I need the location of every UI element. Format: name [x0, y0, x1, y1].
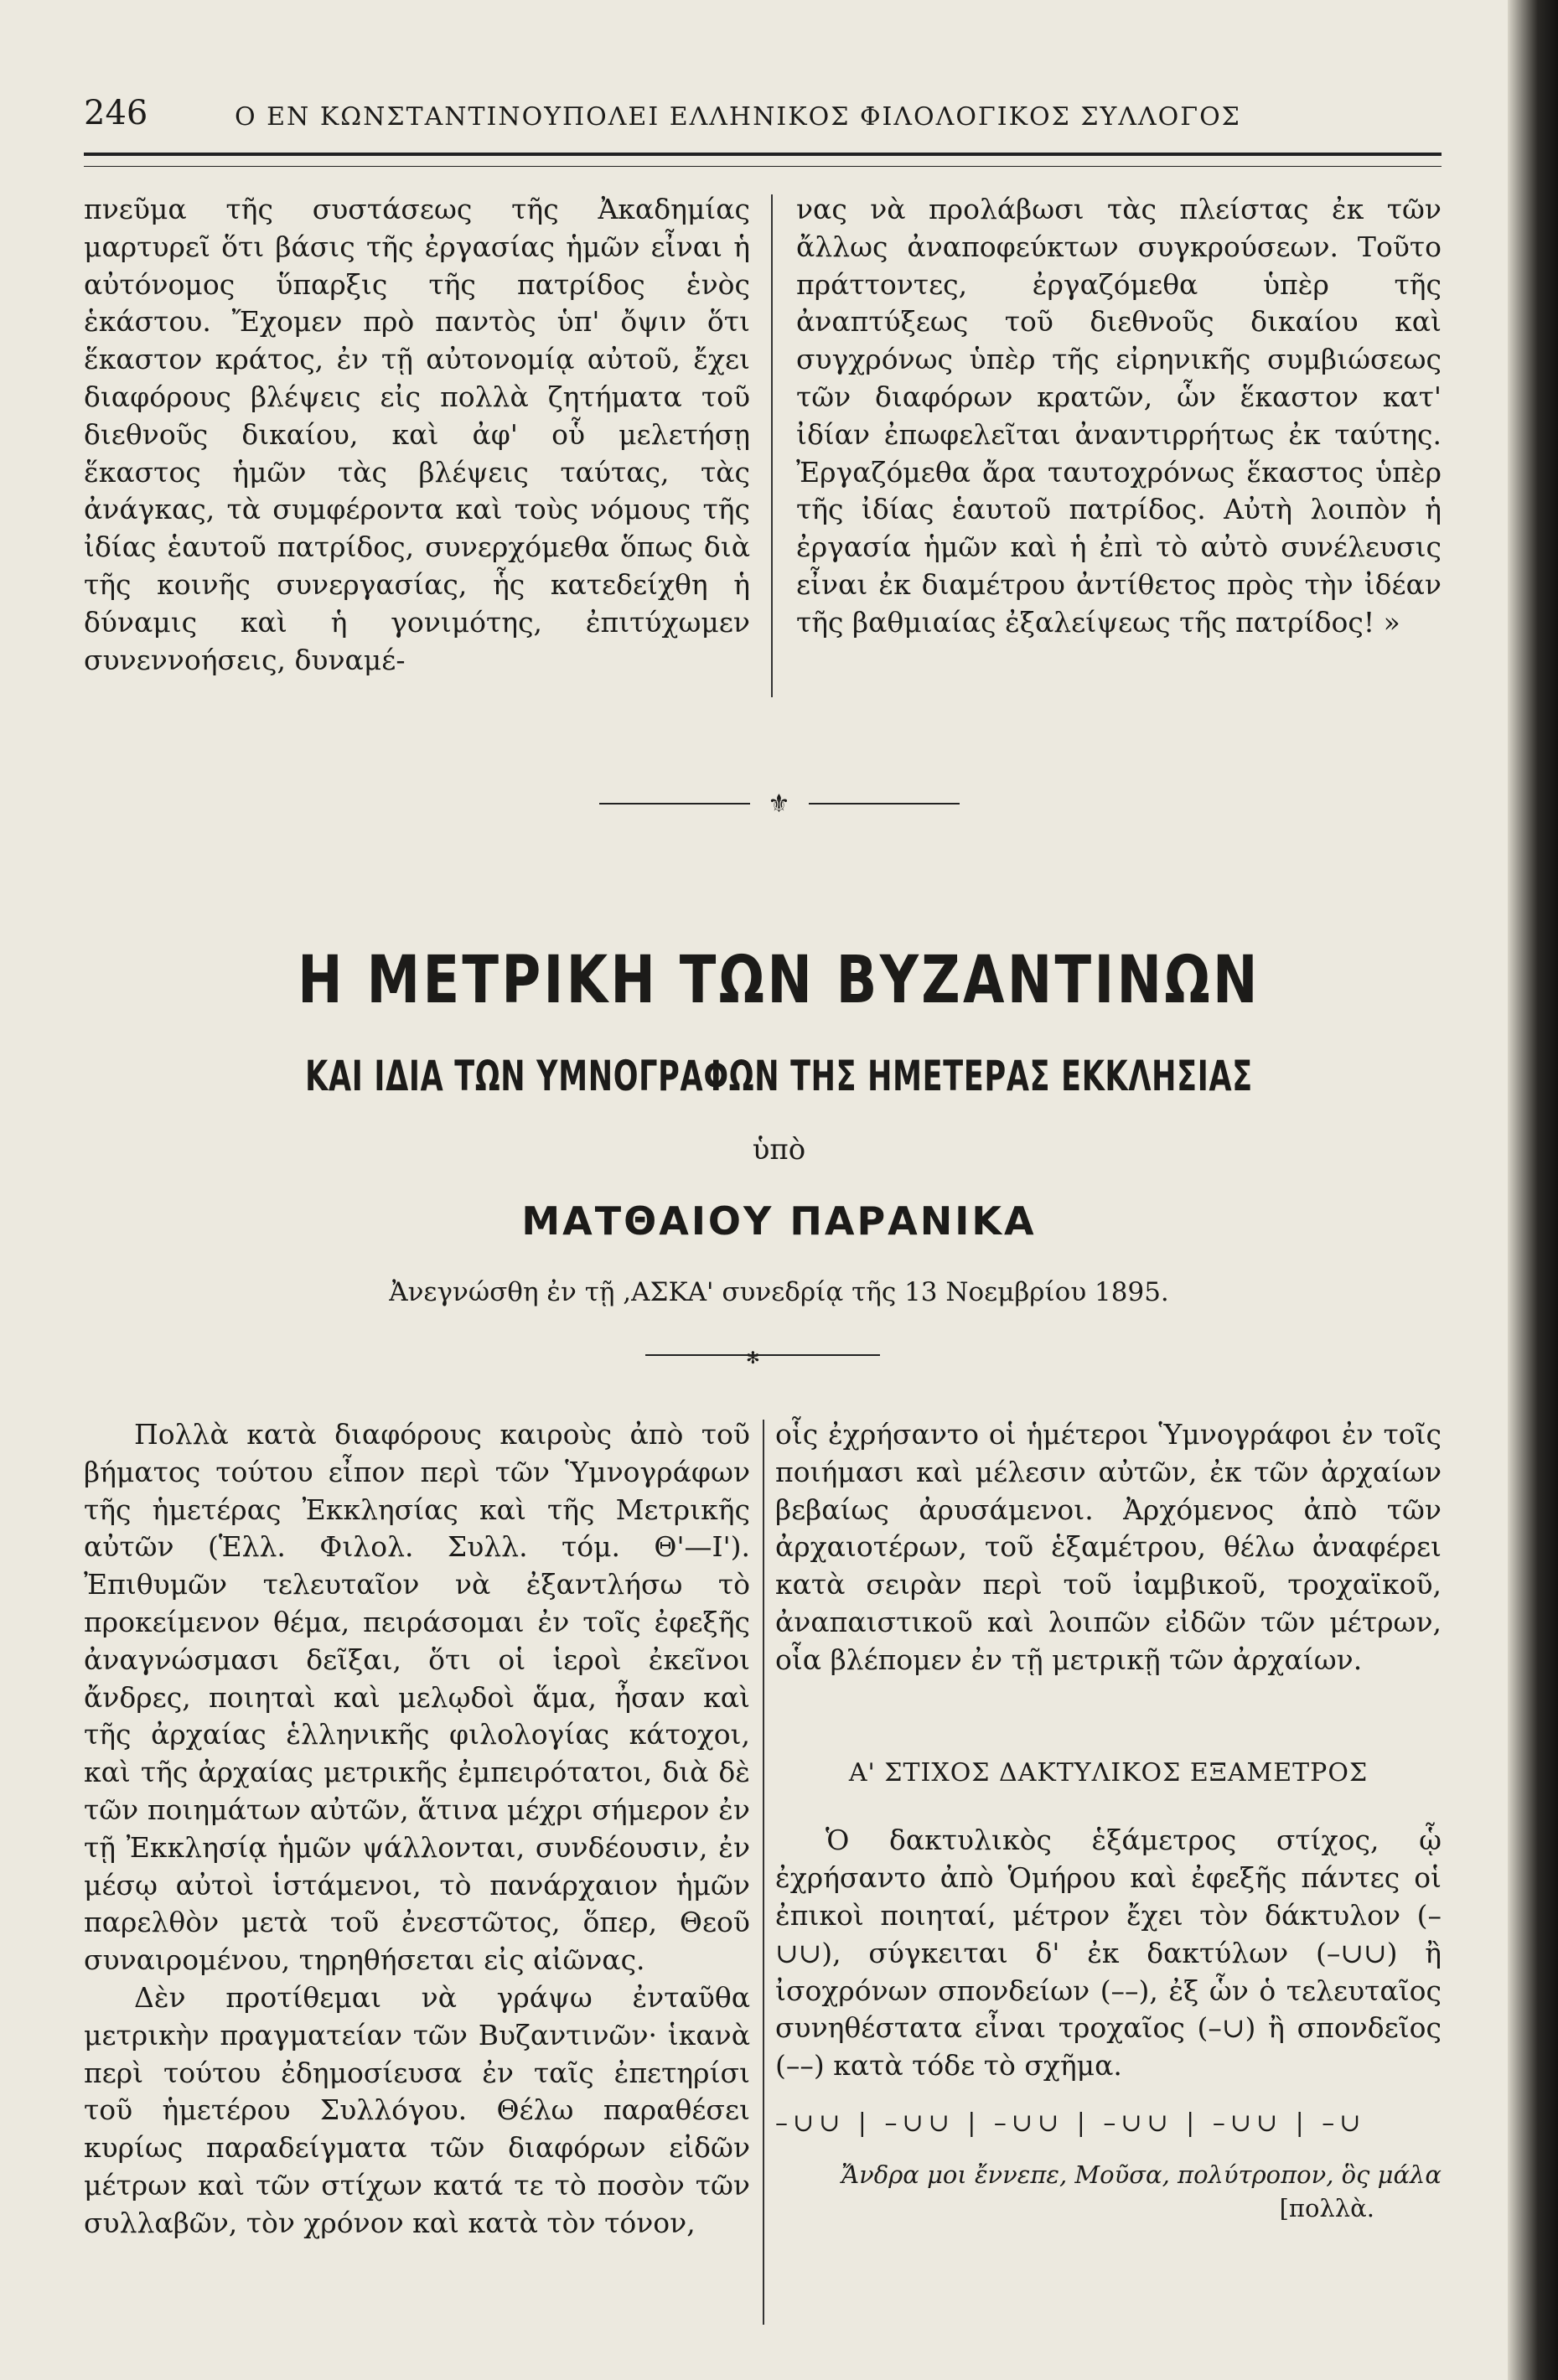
page-number: 246: [84, 94, 148, 132]
top-right-paragraph: νας νὰ προλάβωσι τὰς πλείστας ἐκ τῶν ἄλλως ἀναποφεύκτων συγκρούσεων. Τοῦτο πράττοντες, ἐργαζόμεθα ὑπὲρ τῆς ἀναπτύξεως τοῦ διεθνοῦς δικαίου καὶ συγχρόνως ὑπὲρ τῆς εἰρηνικῆς συμβιώσεως τῶν διαφόρων κρατῶν, ὧν ἕκαστον κατ' ἰδίαν ἐπωφελεῖται ἀναντιρρήτως ἐκ ταύτης. Ἐργαζόμεθα ἄρα ταυτοχρόνως ἕκαστος ὑπὲρ τῆς ἰδίας ἑαυτοῦ πατρίδος. Αὐτὴ λοιπὸν ἡ ἐργασία ἡμῶν καὶ ἡ ἐπὶ τὸ αὐτὸ συνέλευσις εἶναι ἐκ διαμέτρου ἀντίθετος πρὸς τὴν ἰδέαν τῆς βαθμιαίας ἐξαλείψεως τῆς πατρίδος! »: [796, 193, 1442, 639]
running-title: Ο ΕΝ ΚΩΝΣΤΑΝΤΙΝΟΥΠΟΛΕΙ ΕΛΛΗΝΙΚΟΣ ΦΙΛΟΛΟΓΙΚΟΣ ΣΥΛΛΟΓΟΣ: [235, 102, 1241, 132]
article-subtitle: ΚΑΙ ΙΔΙΑ ΤΩΝ ΥΜΝΟΓΡΑΦΩΝ ΤΗΣ ΗΜΕΤΕΡΑΣ ΕΚΚΛΗΣΙΑΣ: [305, 1052, 1253, 1100]
top-left-paragraph: πνεῦμα τῆς συστάσεως τῆς Ἀκαδημίας μαρτυρεῖ ὅτι βάσις τῆς ἐργασίας ἡμῶν εἶναι ἡ αὐτόνομος ὕπαρξις τῆς πατρίδος ἑνὸς ἑκάστου. Ἔχομεν πρὸ παντὸς ὑπ' ὄψιν ὅτι ἕκαστον κράτος, ἐν τῇ αὐτονομίᾳ αὐτοῦ, ἔχει διαφόρους βλέψεις εἰς πολλὰ ζητήματα τοῦ διεθνοῦς δικαίου, καὶ ἀφ' οὗ μελετήσῃ ἕκαστος ἡμῶν τὰς βλέψεις ταύτας, τὰς ἀνάγκας, τὰ συμφέροντα καὶ τοὺς νόμους τῆς ἰδίας ἑαυτοῦ πατρίδος, συνερχόμεθα ὅπως διὰ τῆς κοινῆς συνεργασίας, ἧς κατεδείχθη ἡ δύναμις καὶ ἡ γονιμότης, ἐπιτύχωμεν συνεννοήσεις, δυναμέ-: [84, 193, 750, 676]
section-heading: Α' ΣΤΙΧΟΣ ΔΑΚΤΥΛΙΚΟΣ ΕΞΑΜΕΤΡΟΣ: [848, 1757, 1369, 1788]
reading-note: Ἀνεγνώσθη ἐν τῇ ,ΑΣΚΑ' συνεδρίᾳ τῆς 13 Νοεμβρίου 1895.: [389, 1277, 1169, 1307]
top-right-column: [796, 191, 1442, 642]
example-verse: Ἄνδρα μοι ἔννεπε, Μοῦσα, πολύτροπον, ὃς μάλα: [841, 2160, 1442, 2189]
ornament-line-right: [809, 803, 960, 805]
article-author: ΜΑΤΘΑΙΟΥ ΠΑΡΑΝΙΚΑ: [521, 1198, 1037, 1244]
short-divider: [645, 1348, 880, 1368]
fleuron-icon: ⚜: [768, 789, 790, 819]
article-title: Η ΜΕΤΡΙΚΗ ΤΩΝ ΒΥΖΑΝΤΙΝΩΝ: [298, 943, 1260, 1018]
divider-knot-icon: ✻: [746, 1348, 760, 1368]
column-divider-top: [771, 194, 773, 697]
header-rule: [84, 153, 1442, 167]
example-verse-continuation: [πολλὰ.: [1279, 2193, 1374, 2222]
bottom-right-column: [775, 1416, 1442, 2225]
second-paragraph: Δὲν προτίθεμαι νὰ γράψω ἐνταῦθα μετρικὴν πραγματείαν τῶν Βυζαντινῶν· ἱκανὰ περὶ τούτου ἐδημοσίευσα ἐν ταῖς ἐπετηρίσι τοῦ ἡμετέρου Συλλόγου. Θέλω παραθέσει κυρίως παραδείγματα τῶν διαφόρων εἰδῶν μέτρων καὶ τῶν στίχων κατά τε τὸ ποσὸν τῶν συλλαβῶν, τὸν χρόνον καὶ κατὰ τὸν τόνον,: [84, 1980, 750, 2239]
continuation-paragraph: οἷς ἐχρήσαντο οἱ ἡμέτεροι Ὑμνογράφοι ἐν τοῖς ποιήμασι καὶ μέλεσιν αὐτῶν, ἐκ τῶν ἀρχαίων βεβαίως ἀρυσάμενοι. Ἀρχόμενος ἀπὸ τῶν ἀρχαιοτέρων, τοῦ ἑξαμέτρου, θέλω ἀναφέρει κατὰ σειρὰν περὶ τοῦ ἰαμβικοῦ, τροχαϊκοῦ, ἀναπαιστικοῦ καὶ λοιπῶν εἰδῶν τῶν μέτρων, οἷα βλέπομεν ἐν τῇ μετρικῇ τῶν ἀρχαίων.: [775, 1418, 1442, 1676]
hexameter-paragraph: Ὁ δακτυλικὸς ἑξάμετρος στίχος, ᾧ ἐχρήσαντο ἀπὸ Ὁμήρου καὶ ἐφεξῆς πάντες οἱ ἐπικοὶ ποιηταί, μέτρον ἔχει τὸν δάκτυλον (–∪∪), σύγκειται δ' ἐκ δακτύλων (–∪∪) ἢ ἰσοχρόνων σπονδείων (––), ἐξ ὧν ὁ τελευταῖος συνηθέστατα εἶναι τροχαῖος (–∪) ἢ σπονδεῖος (––) κατὰ τόδε τὸ σχῆμα.: [775, 1824, 1442, 2082]
byline-preposition: ὑπὸ: [752, 1133, 806, 1167]
intro-paragraph: Πολλὰ κατὰ διαφόρους καιροὺς ἀπὸ τοῦ βήματος τούτου εἶπον περὶ τῶν Ὑμνογράφων τῆς ἡμετέρας Ἐκκλησίας καὶ τῆς Μετρικῆς αὐτῶν (Ἑλλ. Φιλολ. Συλλ. τόμ. Θ'—Ι'). Ἐπιθυμῶν τελευταῖον νὰ ἐξαντλήσω τὸ προκείμενον θέμα, πειράσομαι ἐν τοῖς ἐφεξῆς ἀναγνώσμασι δεῖξαι, ὅτι οἱ ἱεροὶ ἐκεῖνοι ἄνδρες, ποιηταὶ καὶ μελῳδοὶ ἅμα, ἦσαν καὶ τῆς ἀρχαίας ἑλληνικῆς φιλολογίας κάτοχοι, καὶ τῆς ἀρχαίας μετρικῆς ἐμπειρότατοι, διὰ δὲ τῶν ποιημάτων αὐτῶν, ἅτινα μέχρι σήμερον ἐν τῇ Ἐκκλησίᾳ ἡμῶν ψάλλονται, συνδέουσιν, ἐν μέσῳ αὐτοὶ ἱστάμενοι, τὸ πανάρχαιον ἡμῶν παρελθὸν μετὰ τοῦ ἐνεστῶτος, ὅπερ, Θεοῦ συναιρομένου, τηρηθήσεται εἰς αἰῶνας.: [84, 1418, 750, 1977]
column-divider-bottom: [763, 1420, 764, 2325]
section-ornament: [0, 788, 1558, 819]
ornament-line-left: [599, 803, 750, 805]
page-edge-shadow: [1508, 0, 1558, 2380]
meter-scheme: –∪∪ | –∪∪ | –∪∪ | –∪∪ | –∪∪ | –∪: [775, 2108, 1366, 2138]
page-header: [84, 94, 1442, 144]
top-left-column: [84, 191, 750, 679]
bottom-left-column: [84, 1416, 750, 2243]
